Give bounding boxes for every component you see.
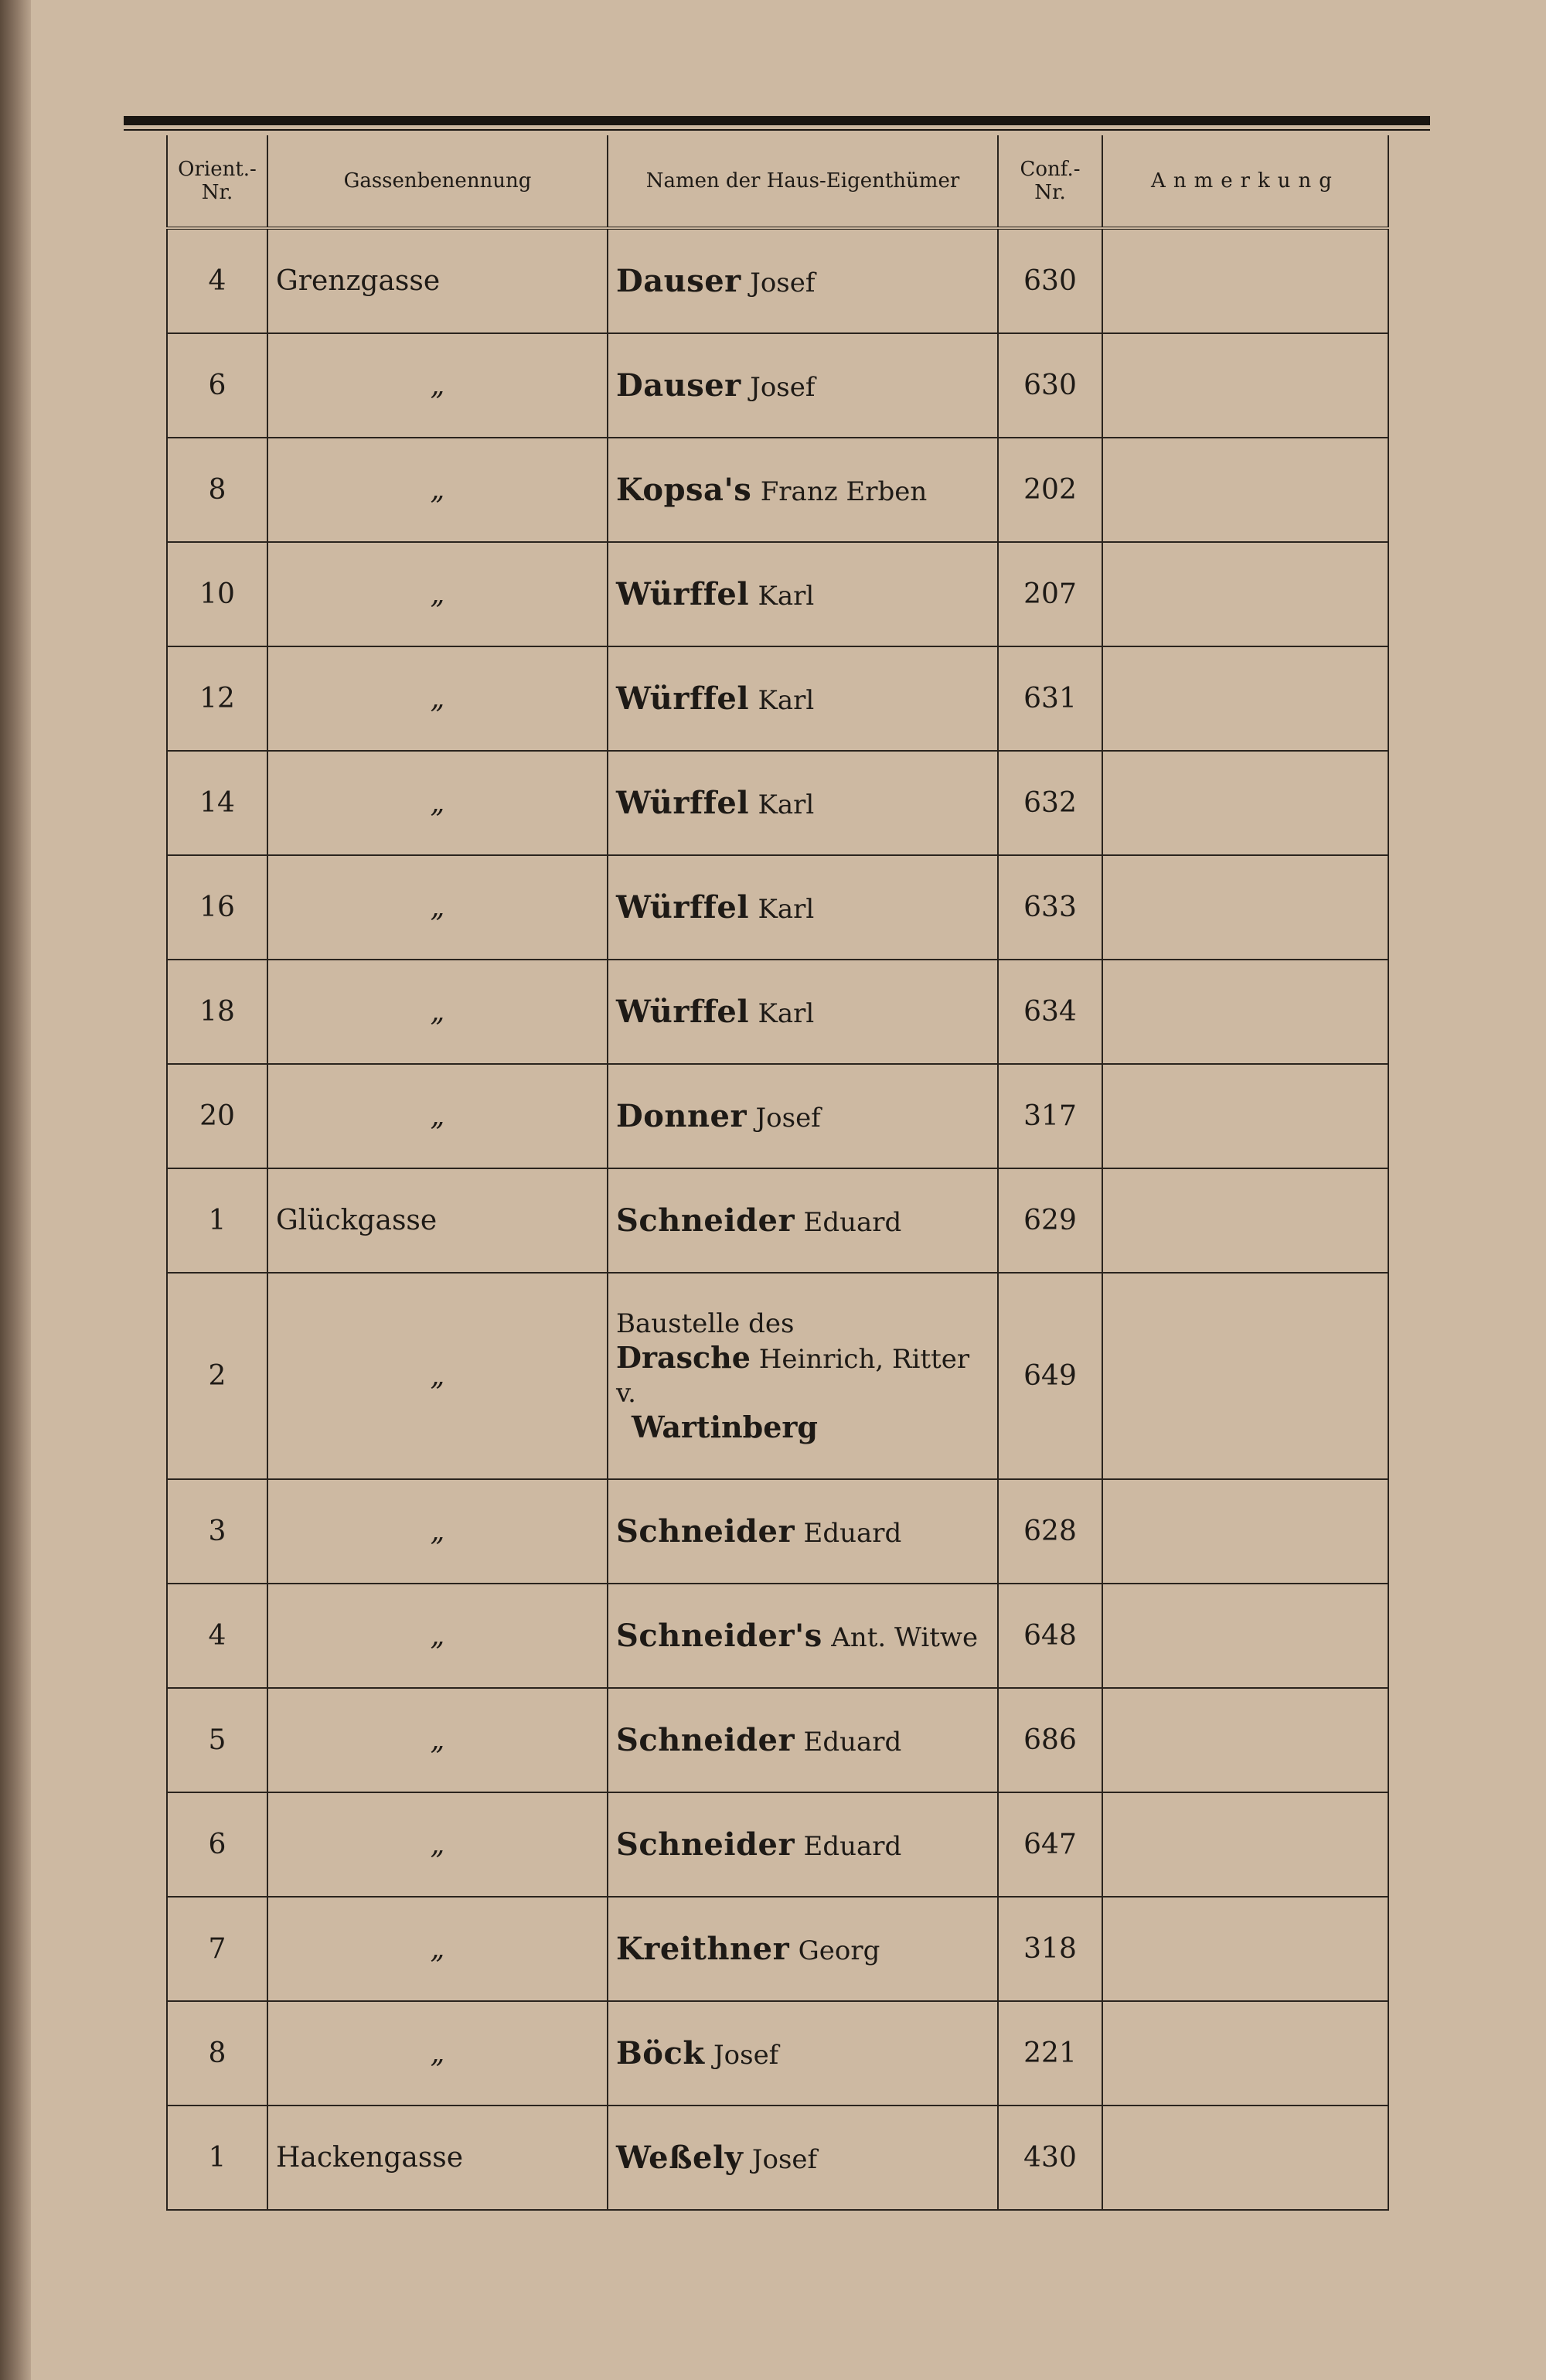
table-row — [167, 855, 1388, 960]
ditto-mark: „ — [267, 1792, 608, 1897]
owner-given-name: Eduard — [803, 1727, 902, 1758]
ditto-mark: „ — [267, 1584, 608, 1688]
owner-given-name: Eduard — [803, 1831, 902, 1862]
ditto-mark: „ — [267, 2001, 608, 2106]
conf-nr-cell: 221 — [998, 2001, 1102, 2106]
ditto-mark: „ — [267, 1688, 608, 1792]
owner-surname: Weßely — [616, 2140, 744, 2176]
owner-given-name: Karl — [758, 894, 815, 925]
street-name-cell: Hackengasse — [267, 2106, 608, 2210]
ditto-mark: „ — [267, 333, 608, 438]
anmerkung-cell — [1102, 228, 1388, 333]
ditto-mark: „ — [267, 1897, 608, 2001]
owner-line-2 — [616, 1341, 989, 1410]
owner-surname: Schneider — [616, 1722, 795, 1758]
ditto-mark: „ — [267, 542, 608, 646]
owner-surname: Würffel — [616, 680, 750, 717]
owner-surname: Dauser — [616, 263, 741, 299]
owner-name-cell — [608, 646, 998, 751]
conf-nr-cell: 634 — [998, 960, 1102, 1064]
header-namen: Namen der Haus-Eigenthümer — [608, 135, 998, 228]
owner-given-name: Josef — [755, 1103, 821, 1134]
table-row — [167, 646, 1388, 751]
owner-name-cell — [608, 333, 998, 438]
conf-nr-cell: 629 — [998, 1168, 1102, 1273]
anmerkung-cell — [1102, 751, 1388, 855]
anmerkung-cell — [1102, 333, 1388, 438]
conf-nr-cell: 430 — [998, 2106, 1102, 2210]
owner-given-name: Franz Erben — [760, 476, 928, 507]
table-body — [167, 228, 1388, 2210]
street-name-cell: Grenzgasse — [267, 228, 608, 333]
ditto-mark: „ — [267, 646, 608, 751]
owner-given-name: Georg — [798, 1935, 880, 1966]
owner-name-cell — [608, 542, 998, 646]
table-row — [167, 1273, 1388, 1479]
orient-nr-cell: 6 — [167, 333, 267, 438]
owner-name-multiline — [616, 1307, 989, 1446]
owner-surname: Kopsa's — [616, 472, 752, 508]
anmerkung-cell — [1102, 646, 1388, 751]
anmerkung-cell — [1102, 1479, 1388, 1584]
owner-given-name: Josef — [750, 268, 816, 298]
conf-nr-cell: 628 — [998, 1479, 1102, 1584]
orient-nr-cell: 4 — [167, 228, 267, 333]
owner-name-cell — [608, 438, 998, 542]
owner-given-name: Ant. Witwe — [831, 1622, 979, 1653]
owner-given: Heinrich, Ritter v. — [616, 1343, 970, 1409]
table-row — [167, 228, 1388, 333]
owner-name-cell — [608, 2106, 998, 2210]
conf-nr-cell: 318 — [998, 1897, 1102, 2001]
owner-given-name: Josef — [751, 2144, 818, 2175]
owner-given-name: Karl — [758, 685, 815, 716]
owner-name-cell — [608, 855, 998, 960]
orient-nr-cell: 7 — [167, 1897, 267, 2001]
owner-surname: Würffel — [616, 994, 750, 1030]
orient-nr-cell: 14 — [167, 751, 267, 855]
table-header-row — [167, 135, 1388, 228]
conf-nr-cell: 649 — [998, 1273, 1102, 1479]
conf-nr-cell: 648 — [998, 1584, 1102, 1688]
orient-nr-cell: 16 — [167, 855, 267, 960]
anmerkung-cell — [1102, 1273, 1388, 1479]
conf-nr-cell: 633 — [998, 855, 1102, 960]
table-row — [167, 1897, 1388, 2001]
owner-given-name: Eduard — [803, 1207, 902, 1238]
conf-nr-cell: 647 — [998, 1792, 1102, 1897]
conf-nr-cell: 207 — [998, 542, 1102, 646]
conf-nr-cell: 631 — [998, 646, 1102, 751]
anmerkung-cell — [1102, 855, 1388, 960]
table-row — [167, 960, 1388, 1064]
owner-name-cell — [608, 1792, 998, 1897]
table-row — [167, 438, 1388, 542]
ditto-mark: „ — [267, 751, 608, 855]
anmerkung-cell — [1102, 438, 1388, 542]
orient-nr-cell: 5 — [167, 1688, 267, 1792]
owner-surname: Schneider — [616, 1826, 795, 1863]
house-owner-register-table — [166, 135, 1389, 2211]
owner-surname: Schneider's — [616, 1618, 822, 1654]
owner-name-cell — [608, 1168, 998, 1273]
ditto-mark: „ — [267, 438, 608, 542]
ditto-mark: „ — [267, 1479, 608, 1584]
anmerkung-cell — [1102, 2001, 1388, 2106]
table-row — [167, 2001, 1388, 2106]
owner-name-cell — [608, 2001, 998, 2106]
header-orient-nr: Orient.-Nr. — [167, 135, 267, 228]
table-row — [167, 1168, 1388, 1273]
orient-nr-cell: 1 — [167, 1168, 267, 1273]
orient-nr-cell: 4 — [167, 1584, 267, 1688]
owner-name-cell — [608, 1064, 998, 1168]
top-rule-thin — [124, 129, 1430, 131]
anmerkung-cell — [1102, 1584, 1388, 1688]
owner-name-cell — [608, 228, 998, 333]
owner-surname: Schneider — [616, 1513, 795, 1550]
owner-surname: Donner — [616, 1098, 747, 1134]
orient-nr-cell: 18 — [167, 960, 267, 1064]
table-row — [167, 1688, 1388, 1792]
orient-nr-cell: 1 — [167, 2106, 267, 2210]
owner-surname: Schneider — [616, 1202, 795, 1239]
owner-given-name: Karl — [758, 789, 815, 820]
street-name-cell: Glückgasse — [267, 1168, 608, 1273]
anmerkung-cell — [1102, 1792, 1388, 1897]
ditto-mark: „ — [267, 855, 608, 960]
top-rule — [124, 116, 1430, 125]
ditto-mark: „ — [267, 1273, 608, 1479]
header-anmerkung: Anmerkung — [1102, 135, 1388, 228]
orient-nr-cell: 8 — [167, 2001, 267, 2106]
owner-surname: Böck — [616, 2035, 705, 2071]
owner-given-name: Josef — [713, 2040, 779, 2071]
anmerkung-cell — [1102, 2106, 1388, 2210]
table-row — [167, 1479, 1388, 1584]
conf-nr-cell: 630 — [998, 333, 1102, 438]
anmerkung-cell — [1102, 1688, 1388, 1792]
book-spine-shadow — [0, 0, 31, 2380]
owner-name-cell — [608, 1273, 998, 1479]
owner-surname: Kreithner — [616, 1931, 790, 1967]
conf-nr-cell: 630 — [998, 228, 1102, 333]
orient-nr-cell: 8 — [167, 438, 267, 542]
anmerkung-cell — [1102, 542, 1388, 646]
conf-nr-cell: 686 — [998, 1688, 1102, 1792]
table-row — [167, 333, 1388, 438]
owner-surname: Würffel — [616, 785, 750, 821]
ditto-mark: „ — [267, 960, 608, 1064]
owner-name-cell — [608, 1584, 998, 1688]
owner-given-name: Eduard — [803, 1518, 902, 1549]
owner-given-name: Karl — [758, 581, 815, 612]
anmerkung-cell — [1102, 1064, 1388, 1168]
owner-line-1: Baustelle des — [616, 1308, 795, 1339]
table-row — [167, 1792, 1388, 1897]
owner-line-3 — [616, 1410, 989, 1446]
owner-given-name: Josef — [750, 372, 816, 403]
conf-nr-cell: 202 — [998, 438, 1102, 542]
orient-nr-cell: 2 — [167, 1273, 267, 1479]
owner-name-cell — [608, 751, 998, 855]
owner-name-cell — [608, 960, 998, 1064]
owner-name-cell — [608, 1897, 998, 2001]
owner-surname-cont: Wartinberg — [632, 1409, 818, 1444]
anmerkung-cell — [1102, 1897, 1388, 2001]
conf-nr-cell: 632 — [998, 751, 1102, 855]
owner-surname: Drasche — [616, 1339, 751, 1375]
owner-name-cell — [608, 1688, 998, 1792]
owner-name-cell — [608, 1479, 998, 1584]
owner-given-name: Karl — [758, 998, 815, 1029]
owner-surname: Würffel — [616, 576, 750, 612]
anmerkung-cell — [1102, 960, 1388, 1064]
orient-nr-cell: 3 — [167, 1479, 267, 1584]
orient-nr-cell: 10 — [167, 542, 267, 646]
ditto-mark: „ — [267, 1064, 608, 1168]
table-row — [167, 751, 1388, 855]
table-row — [167, 542, 1388, 646]
owner-surname: Dauser — [616, 367, 741, 404]
owner-surname: Würffel — [616, 889, 750, 926]
anmerkung-cell — [1102, 1168, 1388, 1273]
orient-nr-cell: 12 — [167, 646, 267, 751]
conf-nr-cell: 317 — [998, 1064, 1102, 1168]
orient-nr-cell: 6 — [167, 1792, 267, 1897]
header-gassenbenennung: Gassenbenennung — [267, 135, 608, 228]
table-row — [167, 2106, 1388, 2210]
table-row — [167, 1064, 1388, 1168]
header-conf-nr: Conf.-Nr. — [998, 135, 1102, 228]
table-row — [167, 1584, 1388, 1688]
orient-nr-cell: 20 — [167, 1064, 267, 1168]
